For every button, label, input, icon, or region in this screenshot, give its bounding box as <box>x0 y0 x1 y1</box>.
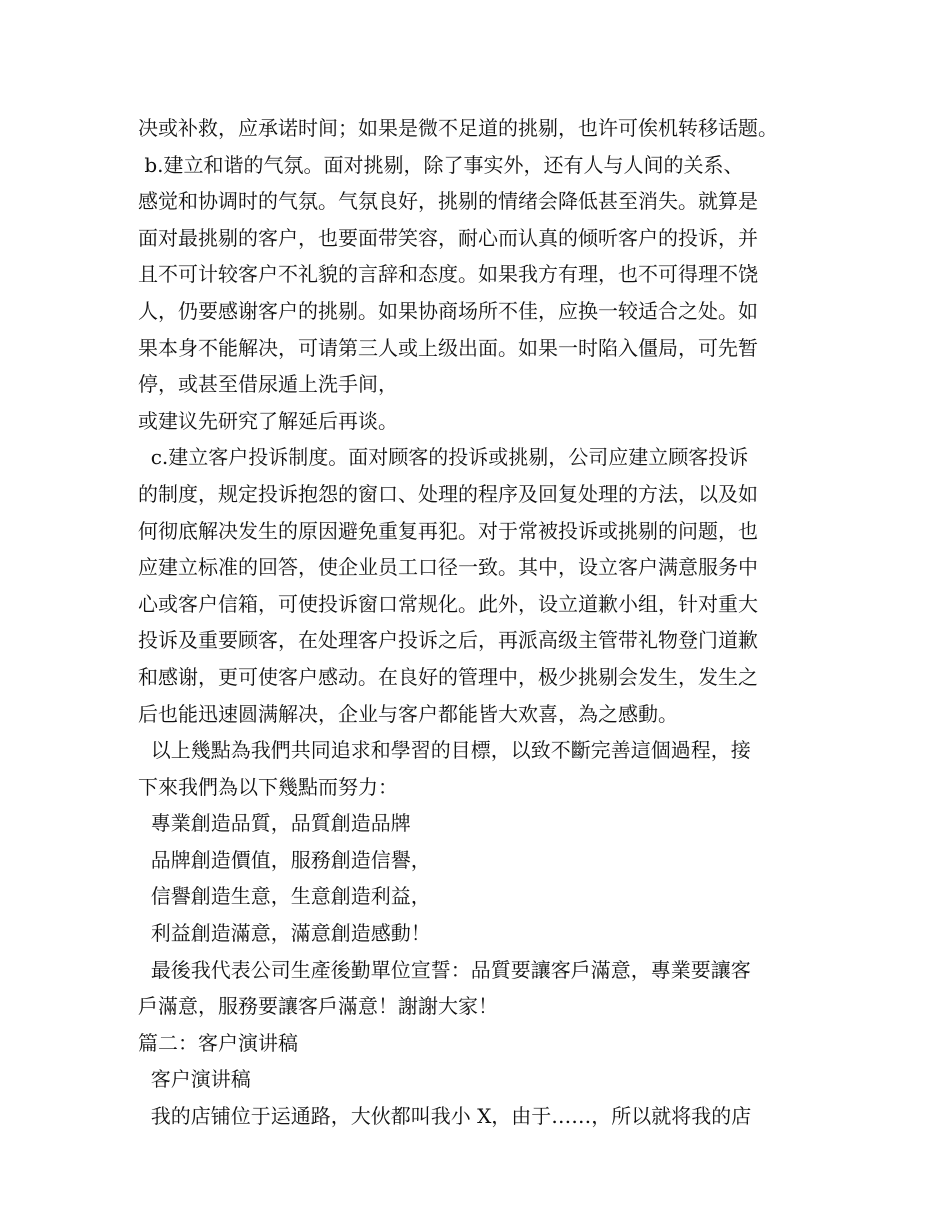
text-line: 的制度，规定投诉抱怨的窗口、处理的程序及回复处理的方法，以及如 <box>138 481 758 506</box>
text-line: 感觉和协调时的气氛。气氛良好，挑剔的情绪会降低甚至消失。就算是 <box>138 189 758 214</box>
text-line: 以上幾點為我們共同追求和學習的目標，以致不斷完善這個過程，接 <box>138 738 751 763</box>
text-line: b.建立和谐的气氛。面对挑剔，除了事实外，还有人与人间的关系、 <box>138 152 744 177</box>
text-line: 后也能迅速圆满解决，企业与客户都能皆大欢喜，為之感動。 <box>138 701 678 726</box>
text-line: 最後我代表公司生產後勤單位宣誓：品質要讓客戶滿意，專業要讓客 <box>138 957 751 982</box>
speech-title: 客户演讲稿 <box>138 1067 251 1092</box>
text-line: 品牌創造價值，服務創造信譽， <box>138 847 431 872</box>
text-line: 面对最挑剔的客户，也要面带笑容，耐心而认真的倾听客户的投诉，并 <box>138 225 758 250</box>
text-line: 停，或甚至借尿遁上洗手间， <box>138 372 398 397</box>
text-line: 信譽創造生意，生意創造利益， <box>138 884 431 909</box>
text-line: 或建议先研究了解延后再谈。 <box>138 408 398 433</box>
text-line: 戶滿意，服務要讓客戶滿意！謝謝大家！ <box>138 994 498 1019</box>
text-line: 何彻底解决发生的原因避免重复再犯。对于常被投诉或挑剔的问题，也 <box>138 518 758 543</box>
text-line: 果本身不能解决，可请第三人或上级出面。如果一时陷入僵局，可先暂 <box>138 335 758 360</box>
text-line: 人，仍要感谢客户的挑剔。如果协商场所不佳，应换一较适合之处。如 <box>138 298 758 323</box>
section-heading: 篇二：客户演讲稿 <box>138 1030 298 1055</box>
text-line: 应建立标准的回答，使企业员工口径一致。其中，设立客户满意服务中 <box>138 555 758 580</box>
text-line: 心或客户信箱，可使投诉窗口常规化。此外，设立道歉小组，针对重大 <box>138 591 758 616</box>
text-line: 下來我們為以下幾點而努力： <box>138 774 398 799</box>
text-line: c.建立客户投诉制度。面对顾客的投诉或挑剔，公司应建立顾客投诉 <box>138 445 749 470</box>
text-line: 利益創造滿意，滿意創造感動！ <box>138 921 431 946</box>
text-line: 决或补救，应承诺时间；如果是微不足道的挑剔，也许可俟机转移话题。 <box>138 116 778 140</box>
text-line: 我的店铺位于运通路，大伙都叫我小 X，由于……，所以就将我的店 <box>138 1104 752 1129</box>
text-line: 和感谢，更可使客户感动。在良好的管理中，极少挑剔会发生，发生之 <box>138 664 758 689</box>
document-body <box>138 110 828 1135</box>
text-line: 投诉及重要顾客，在处理客户投诉之后，再派高级主管带礼物登门道歉 <box>138 628 758 653</box>
text-line: 且不可计较客户不礼貌的言辞和态度。如果我方有理，也不可得理不饶 <box>138 262 758 287</box>
text-line: 專業創造品質，品質創造品牌 <box>138 811 411 836</box>
